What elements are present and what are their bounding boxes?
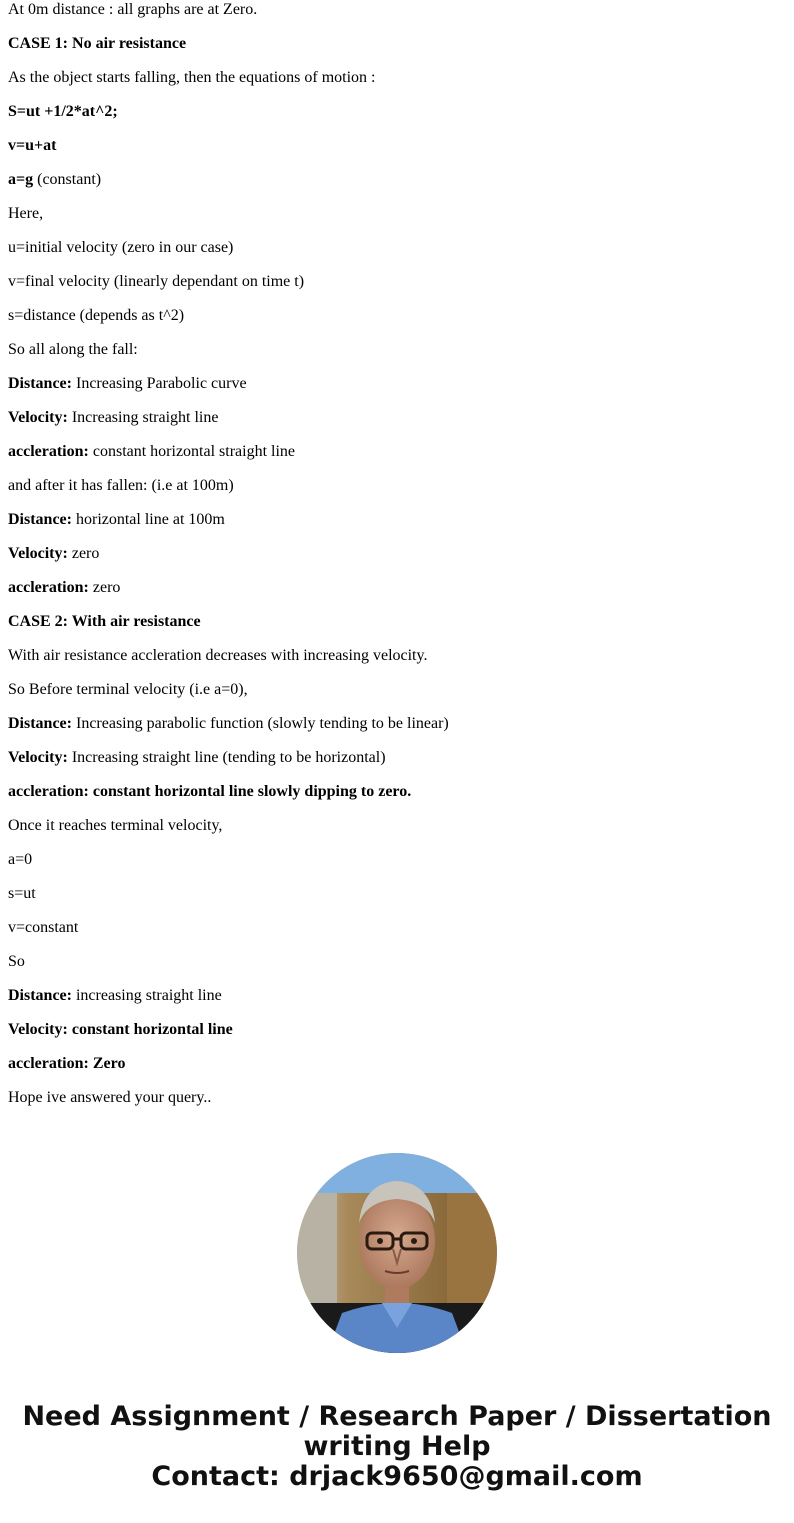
text-line: [8, 748, 386, 768]
text-line: [8, 952, 25, 972]
bold-text: accleration:: [8, 443, 89, 460]
bold-text: Distance:: [8, 375, 72, 392]
person-photo-icon: [297, 1153, 497, 1353]
text-line: [8, 306, 184, 326]
text-line: [8, 340, 138, 360]
plain-text: Increasing straight line (tending to be horizontal): [67, 749, 386, 766]
plain-text: Increasing parabolic function (slowly tending to be linear): [71, 715, 449, 732]
text-line: [8, 816, 222, 836]
bold-text: Velocity:: [8, 545, 68, 562]
text-line: [8, 850, 32, 870]
bold-text: Distance:: [8, 511, 72, 528]
plain-text: v=constant: [8, 919, 79, 936]
plain-text: Increasing straight line: [67, 409, 219, 426]
bold-text: CASE 1: No air resistance: [8, 35, 187, 52]
plain-text: Increasing Parabolic curve: [71, 375, 247, 392]
text-line: [8, 1020, 233, 1040]
footer-line-1: Need Assignment / Research Paper / Dissertation: [22, 1401, 772, 1432]
plain-text: So Before terminal velocity (i.e a=0),: [8, 681, 248, 698]
bold-text: a=g: [8, 171, 34, 188]
footer-line-2: writing Help: [303, 1431, 491, 1462]
contact-footer: [0, 1402, 794, 1492]
text-line: [8, 986, 222, 1006]
text-line: [8, 272, 304, 292]
text-line: [8, 714, 449, 734]
text-line: [8, 884, 36, 904]
text-line: [8, 510, 225, 530]
plain-text: and after it has fallen: (i.e at 100m): [8, 477, 234, 494]
text-line: [8, 1054, 125, 1074]
text-line: [8, 476, 234, 496]
text-line: [8, 544, 99, 564]
plain-text: constant horizontal straight line: [88, 443, 296, 460]
plain-text: s=distance (depends as t^2): [8, 307, 185, 324]
text-line: [8, 374, 247, 394]
text-line: [8, 136, 56, 156]
plain-text: Hope ive answered your query..: [8, 1089, 212, 1106]
bold-text: Distance:: [8, 715, 72, 732]
plain-text: So all along the fall:: [8, 341, 138, 358]
bold-text: accleration:: [8, 579, 89, 596]
bold-text: Velocity:: [8, 749, 68, 766]
text-line: [8, 782, 411, 802]
text-line: [8, 408, 218, 428]
bold-text: accleration: constant horizontal line slowly dipping to zero.: [8, 783, 412, 800]
plain-text: v=final velocity (linearly dependant on time t): [8, 273, 305, 290]
plain-text: increasing straight line: [71, 987, 222, 1004]
text-line: [8, 680, 248, 700]
plain-text: Here,: [8, 205, 44, 222]
avatar: [297, 1153, 497, 1353]
plain-text: s=ut: [8, 885, 36, 902]
footer-contact-email: Contact: drjack9650@gmail.com: [151, 1461, 643, 1492]
bold-text: accleration: Zero: [8, 1055, 126, 1072]
text-line: [8, 612, 201, 632]
plain-text: As the object starts falling, then the equations of motion :: [8, 69, 376, 86]
bold-text: Velocity:: [8, 409, 68, 426]
plain-text: At 0m distance : all graphs are at Zero.: [8, 1, 258, 18]
plain-text: zero: [88, 579, 121, 596]
text-line: [8, 204, 43, 224]
bold-text: S=ut +1/2*at^2;: [8, 103, 118, 120]
text-line: [8, 646, 427, 666]
text-line: [8, 238, 233, 258]
plain-text: u=initial velocity (zero in our case): [8, 239, 234, 256]
bold-text: CASE 2: With air resistance: [8, 613, 201, 630]
text-line: [8, 102, 118, 122]
bold-text: Velocity: constant horizontal line: [8, 1021, 233, 1038]
text-line: [8, 442, 295, 462]
text-line: [8, 1088, 211, 1108]
text-line: [8, 578, 120, 598]
plain-text: zero: [67, 545, 100, 562]
plain-text: So: [8, 953, 25, 970]
text-line: [8, 68, 375, 88]
plain-text: Once it reaches terminal velocity,: [8, 817, 223, 834]
text-line: [8, 34, 186, 54]
bold-text: Distance:: [8, 987, 72, 1004]
plain-text: With air resistance accleration decreases with increasing velocity.: [8, 647, 428, 664]
plain-text: a=0: [8, 851, 33, 868]
text-line: [8, 918, 78, 938]
bold-text: v=u+at: [8, 137, 57, 154]
plain-text: horizontal line at 100m: [71, 511, 225, 528]
text-line: [8, 0, 257, 20]
text-line: [8, 170, 101, 190]
plain-text: (constant): [33, 171, 102, 188]
